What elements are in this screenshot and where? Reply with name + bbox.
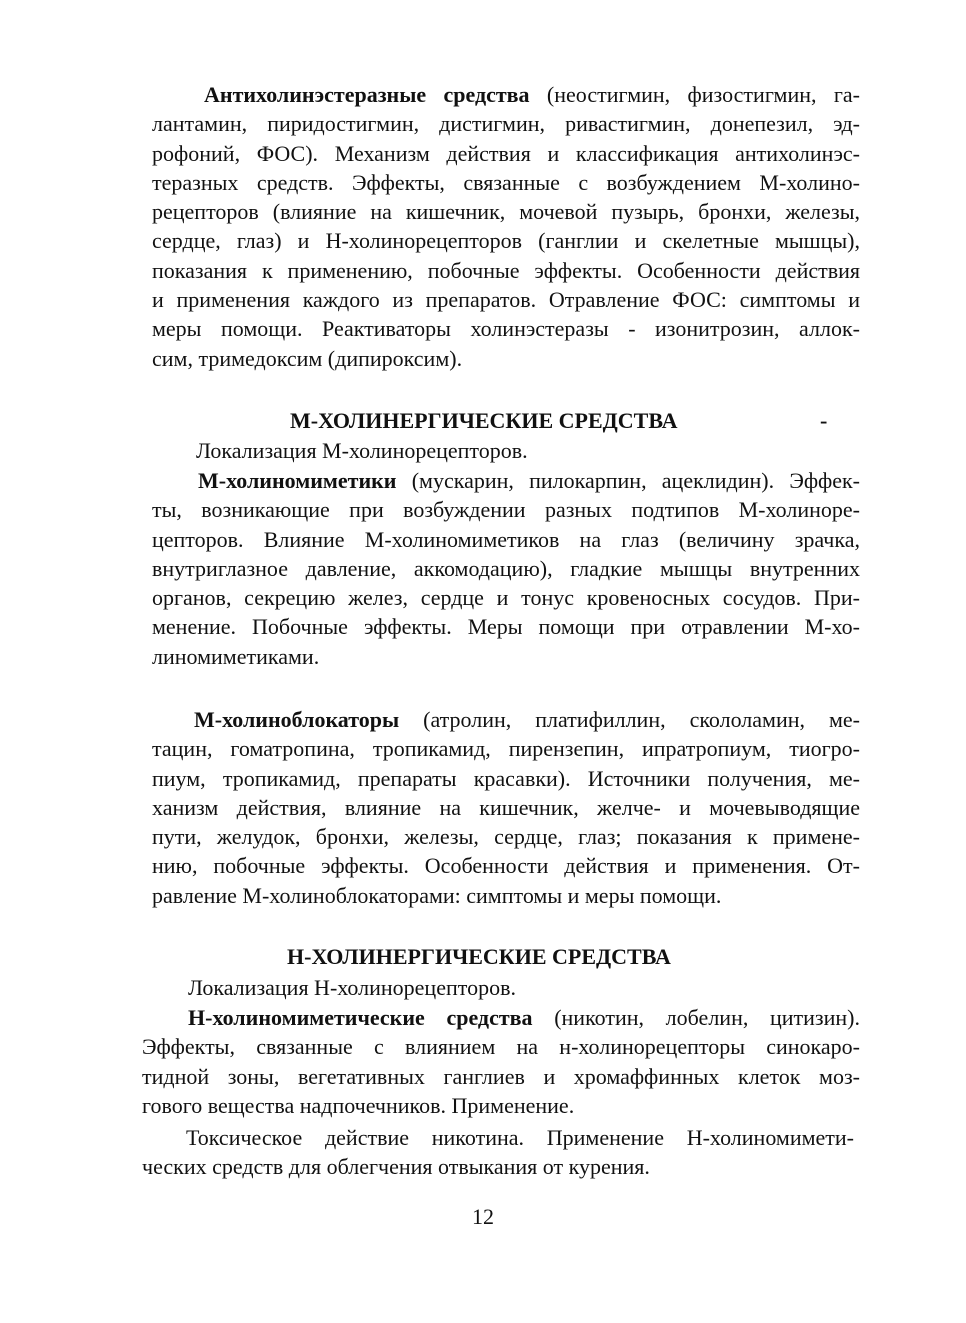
text-line: [142, 1003, 860, 1032]
text-line: [152, 168, 860, 197]
text-line: [152, 525, 860, 554]
line-text: пиум, тропикамид, препараты красавки). Источники получения, ме-: [152, 765, 860, 791]
bold-term: Н-холиномиметические средства: [188, 1005, 533, 1030]
line-text: показания к применению, побочные эффекты. Особенности действия: [152, 257, 860, 283]
paragraph-m-cholinomimetics: [152, 466, 860, 671]
text-line: [152, 881, 860, 910]
text-line: [152, 285, 860, 314]
line-text: сердце, глаз) и Н-холинорецепторов (ганглии и скелетные мышцы),: [152, 228, 860, 254]
text-line: [152, 764, 860, 793]
bold-term: Антихолинэстеразные средства: [204, 82, 530, 107]
line-text: ты, возникающие при возбуждении разных подтипов М-холиноре-: [152, 497, 860, 523]
text-line: [152, 612, 860, 641]
text-line: [152, 495, 860, 524]
text-line: [152, 314, 860, 343]
line-text: лантамин, пиридостигмин, дистигмин, ривастигмин, донепезил, эд-: [152, 111, 860, 137]
text-line: [142, 1032, 860, 1061]
paragraph-m-cholinoblockers: [152, 705, 860, 910]
text-line: [152, 466, 860, 495]
line-text: ческих средств для облегчения отвыкания от курения.: [142, 1154, 650, 1180]
line-text: тидной зоны, вегетативных ганглиев и хромаффинных клеток моз-: [142, 1063, 860, 1089]
n-receptor-localization: Локализация Н-холинорецепторов.: [188, 975, 516, 1000]
text-line: [142, 1062, 860, 1091]
page-number: 12: [472, 1204, 494, 1229]
text-line: [152, 139, 860, 168]
m-receptor-localization: Локализация М-холинорецепторов.: [196, 438, 528, 463]
line-text: рецепторов (влияние на кишечник, мочевой пузырь, бронхи, железы,: [152, 199, 860, 225]
heading-m-cholinergic: М-ХОЛИНЕРГИЧЕСКИЕ СРЕДСТВА: [290, 408, 678, 433]
text-line: [142, 1152, 854, 1181]
text-line: [152, 256, 860, 285]
text-line: [152, 226, 860, 255]
line-text: и применения каждого из препаратов. Отравление ФОС: симптомы и: [152, 287, 860, 313]
line-text: (никотин, лобелин, цитизин).: [532, 1005, 860, 1030]
line-text: Токсическое действие никотина. Применение Н-холиномимети-: [186, 1125, 854, 1150]
heading-dash: -: [820, 408, 828, 433]
line-text: пути, желудок, бронхи, железы, сердце, глаз; показания к примене-: [152, 824, 860, 850]
text-line: [152, 109, 860, 138]
text-line: [152, 583, 860, 612]
line-text: ханизм действия, влияние на кишечник, желче- и мочевыводящие: [152, 794, 860, 820]
text-line: [152, 80, 860, 109]
paragraph-nicotine: [142, 1123, 854, 1182]
line-text: Эффекты, связанные с влиянием на н-холинорецепторы синокаро-: [142, 1034, 860, 1060]
line-text: органов, секрецию желез, сердце и тонус кровеносных сосудов. При-: [152, 585, 860, 611]
bold-term: М-холиномиметики: [198, 468, 397, 493]
text-line: [152, 822, 860, 851]
line-text: гового вещества надпочечников. Применение.: [142, 1092, 575, 1118]
text-line: [142, 1091, 860, 1120]
line-text: теразных средств. Эффекты, связанные с возбуждением М-холино-: [152, 169, 860, 195]
line-text: (атролин, платифиллин, скололамин, ме-: [399, 707, 860, 732]
text-line: [142, 1123, 854, 1152]
text-line: [152, 851, 860, 880]
line-text: нию, побочные эффекты. Особенности действия и применения. От-: [152, 853, 860, 879]
line-text: внутриглазное давление, аккомодацию), гладкие мышцы внутренних: [152, 555, 860, 581]
text-line: [152, 734, 860, 763]
text-line: [152, 793, 860, 822]
line-text: меры помощи. Реактиваторы холинэстеразы - изонитрозин, аллок-: [152, 316, 860, 342]
text-line: [152, 642, 860, 671]
line-text: рофоний, ФОС). Механизм действия и классификация антихолинэс-: [152, 140, 860, 166]
line-text: равление М-холиноблокаторами: симптомы и меры помощи.: [152, 882, 722, 908]
line-text: цепторов. Влияние М-холиномиметиков на глаз (величину зрачка,: [152, 526, 860, 552]
text-line: [152, 554, 860, 583]
line-text: (мускарин, пилокарпин, ацеклидин). Эффек-: [396, 468, 860, 493]
line-text: сим, тримедоксим (дипироксим).: [152, 345, 463, 371]
bold-term: М-холиноблокаторы: [194, 707, 400, 732]
heading-n-cholinergic: Н-ХОЛИНЕРГИЧЕСКИЕ СРЕДСТВА: [287, 944, 671, 969]
line-text: менение. Побочные эффекты. Меры помощи при отравлении М-хо-: [152, 614, 860, 640]
line-text: линомиметиками.: [152, 643, 320, 669]
paragraph-anticholinesterase: [152, 80, 860, 373]
paragraph-n-cholinomimetics: [142, 1003, 860, 1120]
line-text: тацин, гоматропина, тропикамид, пирензепин, ипратропиум, тиогро-: [152, 736, 860, 762]
line-text: (неостигмин, физостигмин, га-: [529, 82, 860, 107]
text-line: [152, 705, 860, 734]
text-line: [152, 197, 860, 226]
text-line: [152, 344, 860, 373]
